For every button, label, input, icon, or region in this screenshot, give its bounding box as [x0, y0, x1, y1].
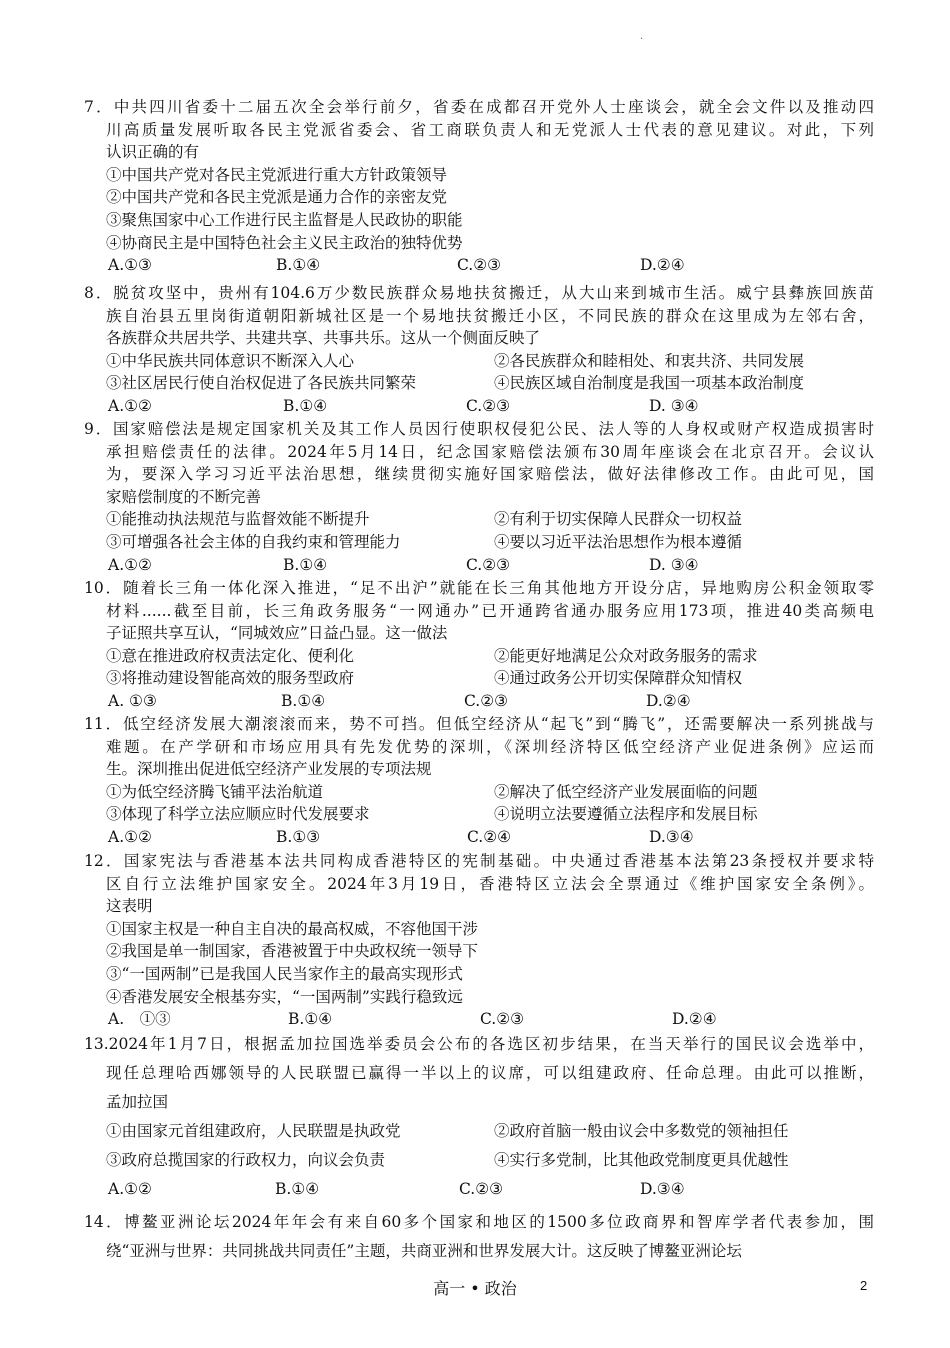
q10-stem-line-1: 10．随着长三角一体化深入推进，“足不出沪”就能在长三角其他地方开设分店，异地购房公积金领取零 [84, 579, 874, 597]
q7-answer-b: B.①④ [276, 256, 321, 275]
question-13 [84, 1030, 874, 1204]
q10-stem-line-2: 材料......截至目前，长三角政务服务“一网通办”已开通跨省通办服务应用173项，推进40类高频电 [106, 601, 874, 620]
q7-option-4: ④协商民主是中国特色社会主义民主政治的独特优势 [106, 233, 463, 252]
q13-option-4: ④实行多党制，比其他政党制度更具优越性 [494, 1151, 789, 1169]
q11-options-row-1 [84, 781, 874, 804]
q12-option-2: ②我国是单一制国家，香港被置于中央政权统一领导下 [106, 942, 479, 961]
q13-stem-line-2: 现任总理哈西娜领导的人民联盟已赢得一半以上的议席，可以组建政府、任命总理。由此可以推断， [106, 1064, 874, 1082]
q8-option-1: ①中华民族共同体意识不断深入人心 [106, 351, 355, 370]
q9-answer-d: D. ③④ [649, 555, 699, 574]
question-11 [84, 713, 874, 849]
q8-answer-d: D. ③④ [649, 396, 699, 415]
q8-stem-line-1: 8．脱贫攻坚中，贵州有104.6万少数民族群众易地扶贫搬迁，从大山来到城市生活。威宁县彝族回族苗 [84, 284, 874, 302]
q9-option-4: ④要以习近平法治思想作为根本遵循 [494, 532, 743, 551]
q14-stem-line-2: 绕“亚洲与世界：共同挑战共同责任”主题，共商亚洲和世界发展大计。这反映了博鳌亚洲论坛 [106, 1242, 742, 1260]
q9-stem-line-2: 承担赔偿责任的法律。2024年5月14日，纪念国家赔偿法颁布30周年座谈会在北京召开。会议认 [106, 442, 874, 461]
q9-answer-c: C.②③ [466, 555, 511, 574]
q12-answer-d: D.②④ [672, 1010, 717, 1029]
q8-stem-line-2: 族自治县五里岗街道朝阳新城社区是一个易地扶贫搬迁小区，不同民族的群众在这里成为左邻右舍， [106, 306, 874, 325]
q9-answer-b: B.①④ [283, 555, 328, 574]
q7-answer-a: A.①③ [108, 256, 152, 275]
q8-answers [84, 395, 874, 418]
q11-option-4: ④说明立法要遵循立法程序和发展目标 [494, 805, 758, 824]
q8-stem-line-3: 各族群众共居共学、共建共享、共事共乐。这从一个侧面反映了 [106, 329, 541, 348]
q11-option-3: ③体现了科学立法应顺应时代发展要求 [106, 805, 370, 824]
q9-stem-line-4: 家赔偿制度的不断完善 [106, 487, 262, 506]
question-14 [84, 1208, 874, 1266]
q10-option-4: ④通过政务公开切实保障群众知情权 [494, 669, 743, 688]
q7-answer-c: C.②③ [457, 256, 502, 275]
q10-answer-c: C.②③ [464, 691, 509, 710]
q9-option-3: ③可增强各社会主体的自我约束和管理能力 [106, 532, 401, 551]
q9-stem-line-3: 为，要深入学习习近平法治思想，继续贯彻实施好国家赔偿法，做好法律修改工作。由此可见，国 [106, 465, 874, 484]
q7-answers [84, 254, 874, 277]
q7-stem-line-1: 7．中共四川省委十二届五次全会举行前夕，省委在成都召开党外人士座谈会，就全会文件以及推动四 [84, 98, 874, 116]
q13-stem-line-3: 孟加拉国 [106, 1093, 169, 1111]
q13-answer-a: A.①② [108, 1180, 152, 1198]
q13-answer-b: B.①④ [275, 1180, 320, 1198]
q13-answers [84, 1175, 874, 1204]
q9-options-row-2 [84, 531, 874, 554]
q12-stem-line-2: 区自行立法维护国家安全。2024年3月19日，香港特区立法会全票通过《维护国家安全条例》。 [106, 874, 874, 893]
q12-option-4: ④香港发展安全根基夯实，“一国两制”实践行稳致远 [106, 987, 463, 1006]
q11-answers [84, 826, 874, 849]
q13-answer-d: D.③④ [640, 1180, 685, 1198]
q12-answer-c: C.②③ [480, 1010, 525, 1029]
q10-answer-b: B.①④ [281, 691, 326, 710]
q9-options-row-1 [84, 508, 874, 531]
q12-stem-line-1: 12．国家宪法与香港基本法共同构成香港特区的宪制基础。中央通过香港基本法第23条授权并要求特 [84, 852, 874, 870]
q11-option-2: ②解决了低空经济产业发展面临的问题 [494, 782, 758, 801]
q11-option-1: ①为低空经济腾飞铺平法治航道 [106, 782, 324, 801]
q7-stem-line-3: 认识正确的有 [106, 143, 200, 162]
q13-option-2: ②政府首脑一般由议会中多数党的领袖担任 [494, 1122, 789, 1140]
question-7 [84, 96, 874, 277]
q12-option-3: ③“一国两制”已是我国人民当家作主的最高实现形式 [106, 964, 463, 983]
q7-option-2: ②中国共产党和各民主党派是通力合作的亲密友党 [106, 188, 448, 207]
q13-options-row-2 [84, 1146, 874, 1175]
q10-answers [84, 690, 874, 713]
q10-options-row-1 [84, 645, 874, 668]
q12-stem-line-3: 这表明 [106, 897, 153, 916]
q14-stem-line-1: 14．博鳌亚洲论坛2024年年会有来自60多个国家和地区的1500多位政商界和智库学者代表参加，围 [84, 1213, 874, 1231]
q7-stem-line-2: 川高质量发展听取各民主党派省委会、省工商联负责人和无党派人士代表的意见建议。对此，下列 [106, 120, 874, 139]
q9-answers [84, 554, 874, 577]
q12-answer-b: B.①④ [288, 1010, 333, 1029]
q11-options-row-2 [84, 803, 874, 826]
top-mark: · [640, 34, 644, 45]
q9-stem-line-1: 9．国家赔偿法是规定国家机关及其工作人员因行使职权侵犯公民、法人等的人身权或财产权造成损害时 [84, 420, 874, 438]
q10-option-1: ①意在推进政府权责法定化、便利化 [106, 646, 355, 665]
q10-answer-a: A. ①③ [108, 691, 157, 710]
q13-stem-line-1: 13.2024年1月7日，根据孟加拉国选举委员会公布的各选区初步结果，在当天举行的国民议会选举中， [84, 1035, 874, 1053]
footer-subject: 高一 • 政治 [433, 1279, 517, 1298]
q11-stem-line-1: 11．低空经济发展大潮滚滚而来，势不可挡。但低空经济从“起飞”到“腾飞”，还需要解决一系列挑战与 [84, 715, 874, 733]
q8-answer-b: B.①④ [283, 396, 328, 415]
q10-options-row-2 [84, 667, 874, 690]
q10-option-2: ②能更好地满足公众对政务服务的需求 [494, 646, 758, 665]
q7-answer-d: D.②④ [640, 256, 685, 275]
q13-option-3: ③政府总揽国家的行政权力，向议会负责 [106, 1151, 386, 1169]
q13-answer-c: C.②③ [459, 1180, 504, 1198]
q12-answer-a: A. ①③ [108, 1010, 171, 1029]
q11-answer-a: A.①② [108, 827, 152, 846]
q11-answer-c: C.②④ [467, 827, 512, 846]
q7-option-1: ①中国共产党对各民主党派进行重大方针政策领导 [106, 165, 448, 184]
q8-answer-c: C.②③ [466, 396, 511, 415]
page-number: 2 [860, 1278, 868, 1293]
q10-option-3: ③将推动建设智能高效的服务型政府 [106, 669, 355, 688]
question-12 [84, 850, 874, 1031]
q8-answer-a: A.①② [108, 396, 152, 415]
q8-options-row-1 [84, 350, 874, 373]
q10-stem-line-3: 子证照共享互认，“同城效应”日益凸显。这一做法 [106, 624, 448, 643]
q12-answers [84, 1008, 874, 1031]
q8-option-2: ②各民族群众和睦相处、和衷共济、共同发展 [494, 351, 805, 370]
q11-stem-line-3: 生。深圳推出促进低空经济产业发展的专项法规 [106, 760, 432, 779]
q8-options-row-2 [84, 372, 874, 395]
q10-answer-d: D.②④ [646, 691, 691, 710]
q9-option-2: ②有利于切实保障人民群众一切权益 [494, 510, 743, 529]
q12-option-1: ①国家主权是一种自主自决的最高权威，不容他国干涉 [106, 919, 479, 938]
q9-answer-a: A.①② [108, 555, 152, 574]
q13-option-1: ①由国家元首组建政府，人民联盟是执政党 [106, 1122, 401, 1140]
q13-options-row-1 [84, 1117, 874, 1146]
question-10 [84, 577, 874, 713]
q8-option-4: ④民族区域自治制度是我国一项基本政治制度 [494, 374, 805, 393]
q11-answer-d: D.③④ [649, 827, 694, 846]
q11-answer-b: B.①③ [276, 827, 321, 846]
question-9 [84, 418, 874, 576]
question-8 [84, 282, 874, 418]
q9-option-1: ①能推动执法规范与监督效能不断提升 [106, 510, 370, 529]
q7-option-3: ③聚焦国家中心工作进行民主监督是人民政协的职能 [106, 210, 463, 229]
q11-stem-line-2: 难题。在产学研和市场应用具有先发优势的深圳，《深圳经济特区低空经济产业促进条例》应运而 [106, 737, 874, 756]
q8-option-3: ③社区居民行使自治权促进了各民族共同繁荣 [106, 374, 417, 393]
